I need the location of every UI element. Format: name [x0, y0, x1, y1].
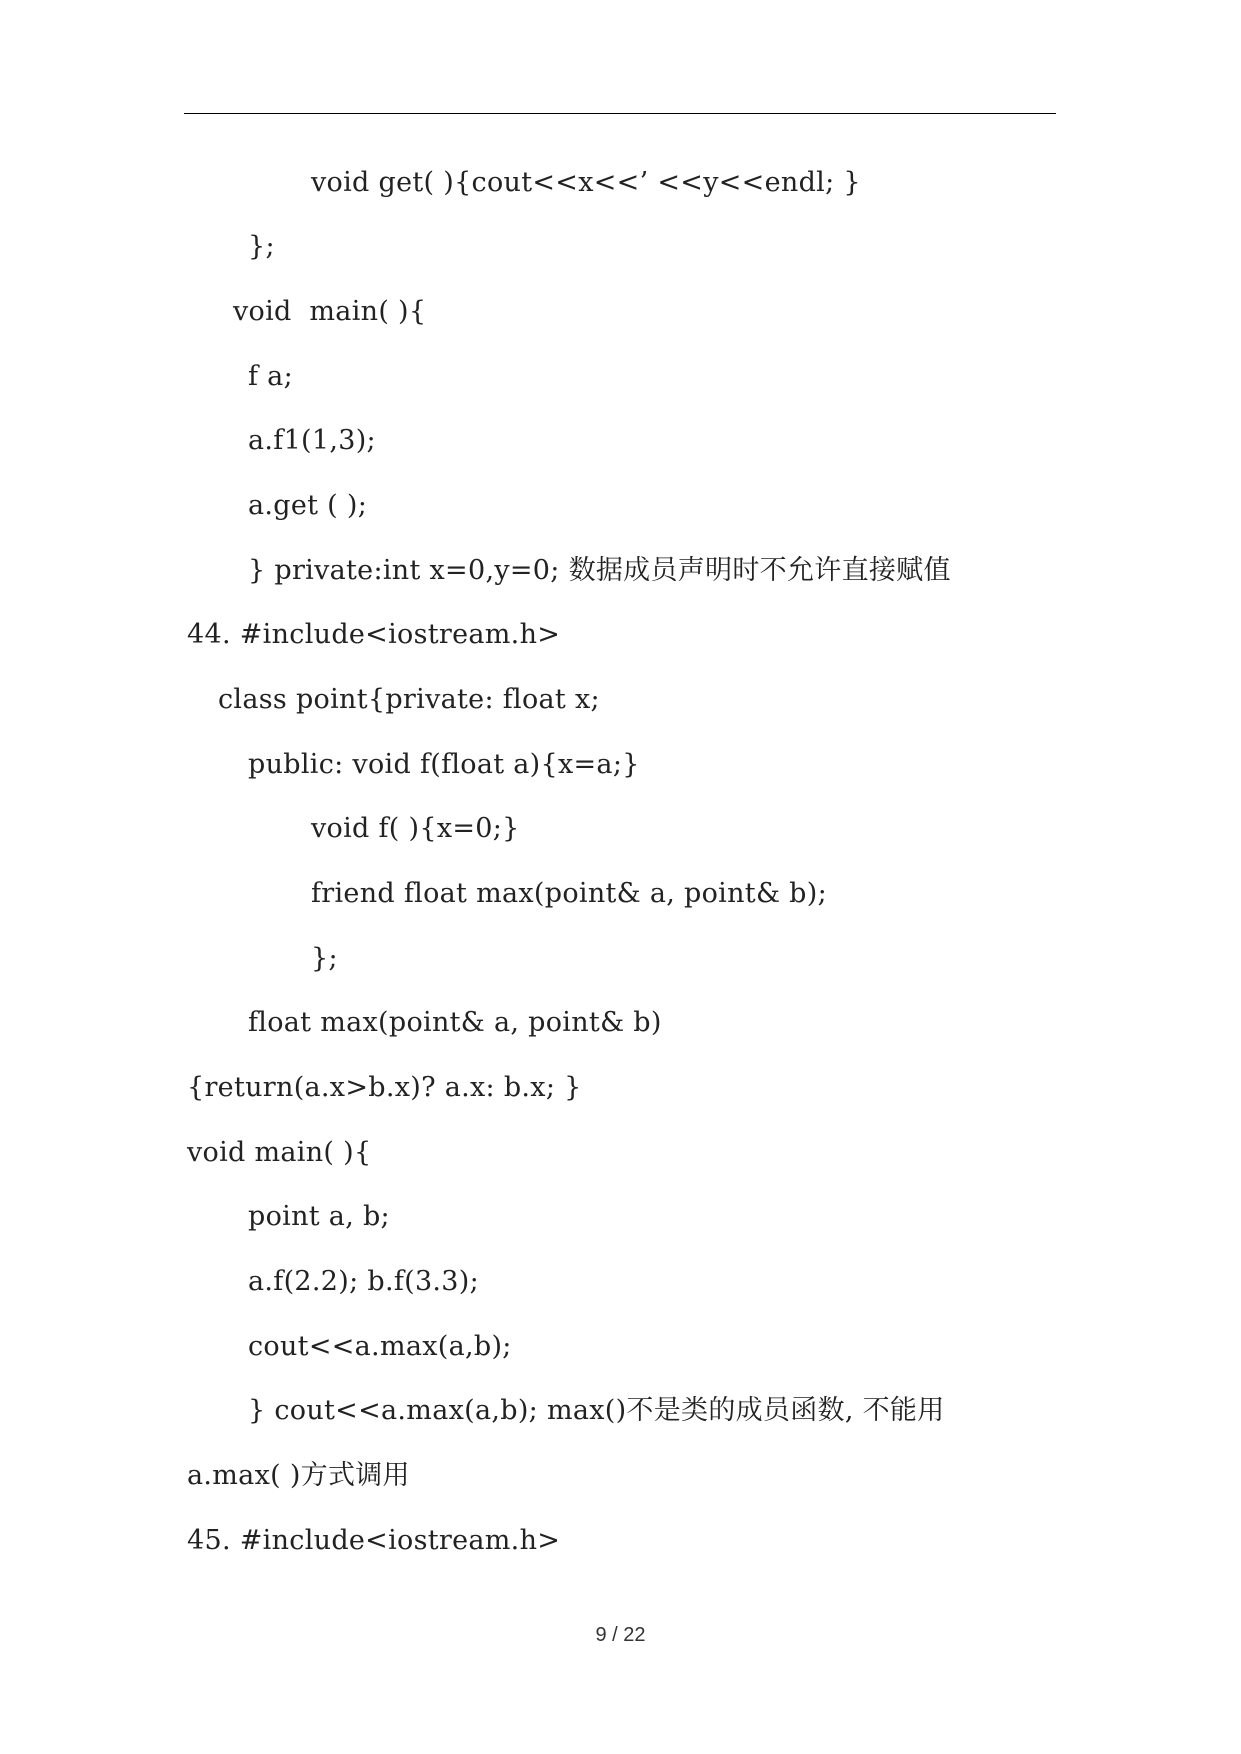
code-line: }; [248, 231, 275, 262]
code-line: void main( ){ [233, 296, 427, 327]
code-line: void f( ){x=0;} [311, 813, 520, 844]
code-line: float max(point& a, point& b) [248, 1007, 662, 1038]
note-line: a.max( )方式调用 [187, 1460, 410, 1491]
code-line: a.get ( ); [248, 490, 368, 521]
code-line-with-note: } cout<<a.max(a,b); max()不是类的成员函数, 不能用 [248, 1395, 945, 1426]
code-line: a.f1(1,3); [248, 425, 376, 456]
code-line: f a; [248, 361, 293, 392]
code-line: class point{private: float x; [218, 684, 600, 715]
page-number: 9 / 22 [595, 1624, 646, 1646]
code-line: public: void f(float a){x=a;} [248, 749, 640, 780]
code-line-with-note: } private:int x=0,y=0; 数据成员声明时不允许直接赋值 [248, 555, 951, 586]
code-line: friend float max(point& a, point& b); [311, 878, 827, 909]
code-line: cout<<a.max(a,b); [248, 1331, 512, 1362]
code-line: {return(a.x>b.x)? a.x: b.x; } [187, 1072, 582, 1103]
code-line: void get( ){cout<<x<<’ <<y<<endl; } [311, 167, 861, 198]
header-rule [184, 113, 1056, 114]
code-line: void main( ){ [187, 1137, 372, 1168]
item-44-heading: 44. #include<iostream.h> [187, 619, 561, 650]
code-line: }; [311, 943, 338, 974]
code-line: point a, b; [248, 1201, 390, 1232]
item-45-heading: 45. #include<iostream.h> [187, 1525, 561, 1556]
code-line: a.f(2.2); b.f(3.3); [248, 1266, 480, 1297]
